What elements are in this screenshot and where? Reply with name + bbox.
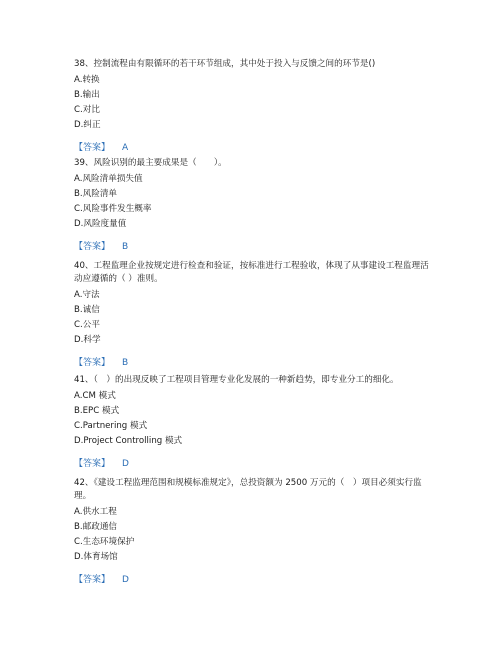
- option-a: A.守法: [74, 290, 100, 300]
- option-c: C.风险事件发生概率: [74, 204, 152, 214]
- option-c: C.生态环境保护: [74, 537, 135, 547]
- question-stem: 40、工程监理企业按规定进行检查和验证，按标准进行工程验收，体现了从事建设工程监理活动应遵循的（ ）准则。: [74, 261, 429, 284]
- question-38: [74, 58, 434, 155]
- option-d: D.Project Controlling 模式: [74, 436, 183, 446]
- option-b: B.EPC 模式: [74, 406, 120, 416]
- option-a: A.CM 模式: [74, 391, 116, 401]
- answer-line: [74, 142, 434, 155]
- option-a: A.供水工程: [74, 507, 117, 517]
- question-41: [74, 374, 434, 471]
- question-42: [74, 477, 434, 587]
- answer-label: 【答案】: [74, 459, 111, 469]
- answer-label: 【答案】: [74, 242, 111, 252]
- option-b: B.诚信: [74, 305, 100, 315]
- question-39: [74, 157, 434, 254]
- answer-value: D: [122, 575, 129, 585]
- answer-line: [74, 574, 434, 587]
- answer-value: B: [122, 242, 129, 252]
- option-a: A.转换: [74, 75, 100, 85]
- option-b: B.风险清单: [74, 189, 118, 199]
- question-stem: 41、（ ）的出现反映了工程项目管理专业化发展的一种新趋势，即专业分工的细化。: [74, 375, 399, 385]
- option-b: B.输出: [74, 90, 100, 100]
- option-c: C.Partnering 模式: [74, 421, 148, 431]
- option-d: D.科学: [74, 335, 101, 345]
- question-40: [74, 260, 434, 370]
- option-d: D.纠正: [74, 120, 101, 130]
- option-c: C.公平: [74, 320, 100, 330]
- answer-line: [74, 357, 434, 370]
- answer-value: D: [122, 459, 129, 469]
- answer-label: 【答案】: [74, 358, 111, 368]
- option-d: D.体育场馆: [74, 552, 118, 562]
- answer-value: A: [122, 143, 129, 153]
- answer-value: B: [122, 358, 129, 368]
- answer-line: [74, 458, 434, 471]
- option-d: D.风险度量值: [74, 219, 127, 229]
- question-stem: 42、《建设工程监理范围和规模标准规定》，总投资额为 2500 万元的（ ）项目必须实行监理。: [74, 478, 422, 501]
- option-c: C.对比: [74, 105, 100, 115]
- answer-label: 【答案】: [74, 575, 111, 585]
- answer-label: 【答案】: [74, 143, 111, 153]
- answer-line: [74, 241, 434, 254]
- option-b: B.邮政通信: [74, 522, 118, 532]
- option-a: A.风险清单损失值: [74, 174, 143, 184]
- question-stem: 39、风险识别的最主要成果是（ ）。: [74, 158, 227, 168]
- question-stem: 38、控制流程由有限循环的若干环节组成，其中处于投入与反馈之间的环节是(): [74, 59, 376, 69]
